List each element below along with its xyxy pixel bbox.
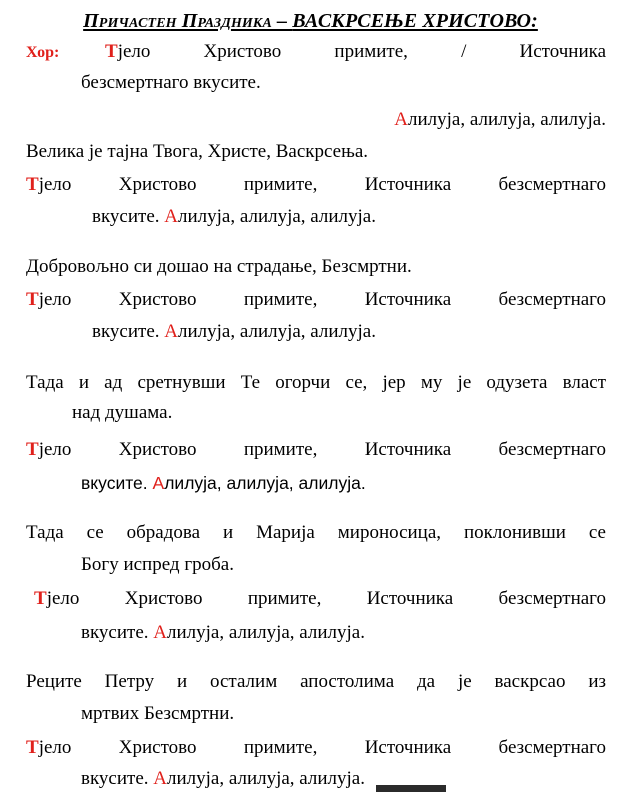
red-initial-a: А bbox=[164, 321, 179, 342]
red-initial-t: Т bbox=[26, 439, 39, 460]
verse-2-line-1: Добровољно си дошао на страдање, Безсмртни. bbox=[26, 256, 412, 277]
red-initial-a: А bbox=[153, 622, 168, 643]
alleluia-text: лилуја, алилуја, алилуја. bbox=[408, 109, 606, 130]
refrain-2-line-1 bbox=[26, 172, 606, 198]
refrain-5-line-1 bbox=[34, 586, 606, 612]
title-part-2: ника – bbox=[230, 10, 293, 32]
verse-4-line-2: Богу испред гроба. bbox=[81, 554, 234, 575]
red-initial-t: Т bbox=[34, 588, 47, 609]
refrain-text: јело Христово примите, Источника безсмертнаго bbox=[46, 588, 606, 609]
red-initial-a: А bbox=[153, 768, 168, 789]
verse-3-line-2: над душама. bbox=[72, 402, 173, 423]
refrain-text: јело Христово примите, Источника безсмертнаго bbox=[38, 439, 606, 460]
alleluia-text: лилуја, алилуја, алилуја. bbox=[178, 206, 376, 227]
alleluia-text: лилуја, алилуја, алилуја. bbox=[167, 768, 365, 789]
choir-label: Хор: bbox=[26, 44, 60, 61]
page-title bbox=[0, 8, 621, 34]
refrain-text: вкусите. bbox=[81, 622, 154, 643]
verse-4-line-1: Тада се обрадова и Марија мироносица, поклонивши се bbox=[26, 522, 606, 543]
red-initial-a: А bbox=[164, 206, 179, 227]
refrain-3-line-1 bbox=[26, 287, 606, 313]
refrain-2-line-2 bbox=[92, 204, 376, 230]
verse-5-line-1: Реците Петру и осталим апостолима да је васкрсао из bbox=[26, 671, 606, 692]
refrain-6-line-2 bbox=[81, 766, 365, 792]
red-initial-a: А bbox=[394, 109, 409, 130]
refrain-3-line-2 bbox=[92, 319, 376, 345]
refrain-text: јело Христово примите, Источника безсмертнаго bbox=[38, 737, 606, 758]
refrain-text: јело Христово примите, Источника безсмертнаго bbox=[38, 289, 606, 310]
red-initial-a: А bbox=[152, 473, 165, 493]
alleluia-line bbox=[81, 107, 606, 133]
refrain-4-line-1 bbox=[26, 437, 606, 463]
alleluia-text: лилуја, алилуја, алилуја. bbox=[164, 473, 366, 493]
page-edge-bar bbox=[376, 785, 446, 792]
red-initial-t: Т bbox=[105, 41, 118, 62]
title-part-1: Причастен Празд bbox=[83, 10, 231, 32]
verse-3-line-1: Тада и ад сретнувши Те огорчи се, јер му је одузета власт bbox=[26, 372, 606, 393]
red-initial-t: Т bbox=[26, 737, 39, 758]
refrain-text: вкусите. bbox=[92, 206, 165, 227]
refrain-line-2: безсмертнаго вкусите. bbox=[81, 72, 261, 93]
refrain-text: јело Христово примите, / Источника bbox=[117, 41, 606, 62]
verse-1-line-1: Велика је тајна Твога, Христе, Васкрсења. bbox=[26, 141, 369, 162]
refrain-text: вкусите. bbox=[81, 768, 154, 789]
refrain-6-line-1 bbox=[26, 735, 606, 761]
refrain-5-line-2 bbox=[81, 620, 365, 646]
refrain-line-1 bbox=[105, 39, 606, 65]
alleluia-text: лилуја, алилуја, алилуја. bbox=[167, 622, 365, 643]
alleluia-text: лилуја, алилуја, алилуја. bbox=[178, 321, 376, 342]
red-initial-t: Т bbox=[26, 289, 39, 310]
refrain-text: вкусите. bbox=[92, 321, 165, 342]
verse-5-line-2: мртвих Безсмртни. bbox=[81, 703, 235, 724]
title-part-3: ВАСКРСЕЊЕ ХРИСТОВО: bbox=[292, 10, 538, 32]
refrain-text: вкусите. bbox=[81, 473, 153, 493]
refrain-4-line-2 bbox=[81, 470, 366, 496]
red-initial-t: Т bbox=[26, 174, 39, 195]
refrain-text: јело Христово примите, Источника безсмертнаго bbox=[38, 174, 606, 195]
